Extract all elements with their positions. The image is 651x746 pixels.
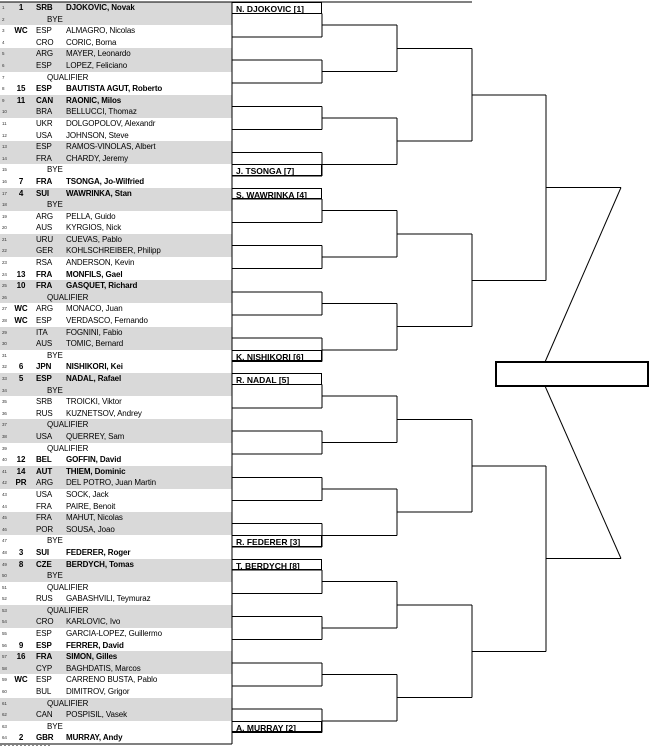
row-number: 20 xyxy=(2,225,7,231)
entry-name: GOFFIN, David xyxy=(66,455,122,465)
entry-seed-tag: PR xyxy=(15,478,27,488)
entry-name: BELLUCCI, Thomaz xyxy=(66,107,137,117)
row-number: 49 xyxy=(2,561,7,567)
entry-name: PAIRE, Benoit xyxy=(66,501,116,511)
entry-country: BEL xyxy=(36,455,52,465)
entry-name: CUEVAS, Pablo xyxy=(66,234,122,244)
row-number: 35 xyxy=(2,399,7,405)
entry-country: FRA xyxy=(36,269,53,279)
entry-country: ARG xyxy=(36,49,54,59)
entry-name: BYE xyxy=(47,721,63,731)
entry-name: QUALIFIER xyxy=(47,443,89,453)
entry-name: TROICKI, Viktor xyxy=(66,397,122,407)
entry-country: ESP xyxy=(36,675,52,685)
entry-country: CYP xyxy=(36,663,53,673)
row-number: 51 xyxy=(2,584,7,590)
entry-name: QUALIFIER xyxy=(47,698,89,708)
entry-seed-tag: 15 xyxy=(16,84,26,94)
advancing-player-label: T. BERDYCH [8] xyxy=(232,559,322,571)
row-number: 26 xyxy=(2,294,7,300)
row-number: 52 xyxy=(2,596,7,602)
row-number: 19 xyxy=(2,213,7,219)
row-number: 12 xyxy=(2,132,7,138)
entry-name: DOLGOPOLOV, Alexandr xyxy=(66,118,156,128)
entry-country: ESP xyxy=(36,374,52,383)
entry-name: QUALIFIER xyxy=(47,72,89,82)
entry-name: BYE xyxy=(47,536,63,546)
entry-seed-tag: 10 xyxy=(16,281,26,291)
entry-country: SRB xyxy=(36,3,53,12)
entry-country: RUS xyxy=(36,408,53,418)
row-number: 31 xyxy=(2,352,7,358)
entry-country: GBR xyxy=(36,733,54,743)
entry-country: FRA xyxy=(36,501,52,511)
entry-name: KYRGIOS, Nick xyxy=(66,223,122,233)
entry-name: MURRAY, Andy xyxy=(66,733,123,743)
entry-name: CHARDY, Jeremy xyxy=(66,153,129,163)
entry-name: GABASHVILI, Teymuraz xyxy=(66,594,151,604)
row-number: 14 xyxy=(2,155,7,161)
champion-box xyxy=(496,362,648,386)
row-number: 61 xyxy=(2,700,7,706)
row-number: 29 xyxy=(2,329,7,335)
entry-name: TSONGA, Jo-Wilfried xyxy=(66,176,145,186)
entry-name: ANDERSON, Kevin xyxy=(66,258,135,268)
entry-name: QUALIFIER xyxy=(47,582,89,592)
entry-name: MONFILS, Gael xyxy=(66,269,123,279)
row-number: 21 xyxy=(2,236,7,242)
row-number: 11 xyxy=(2,120,7,126)
entry-country: CRO xyxy=(36,617,54,627)
entry-name: KUZNETSOV, Andrey xyxy=(66,408,142,418)
entry-name: MONACO, Juan xyxy=(66,304,123,314)
entry-seed-tag: 5 xyxy=(18,374,24,383)
entry-name: BERDYCH, Tomas xyxy=(66,559,134,569)
entry-name: QUERREY, Sam xyxy=(66,431,125,441)
row-number: 5 xyxy=(2,51,5,57)
entry-country: FRA xyxy=(36,281,53,291)
row-number: 33 xyxy=(2,376,7,381)
row-number: 1 xyxy=(2,5,5,10)
row-number: 15 xyxy=(2,167,7,173)
row-number: 8 xyxy=(2,86,5,92)
row-number: 46 xyxy=(2,526,7,532)
entry-name: TOMIC, Bernard xyxy=(66,339,124,349)
entry-name: NADAL, Rafael xyxy=(66,374,122,383)
row-number: 45 xyxy=(2,515,7,521)
entry-country: FRA xyxy=(36,513,52,523)
entry-country: ESP xyxy=(36,60,52,70)
row-number: 3 xyxy=(2,28,5,34)
row-number: 24 xyxy=(2,271,7,277)
advancing-player-label: R. FEDERER [3] xyxy=(232,535,322,547)
row-number: 6 xyxy=(2,62,5,68)
entry-country: ARG xyxy=(36,478,54,488)
entry-name: JOHNSON, Steve xyxy=(66,130,129,140)
entry-name: BAGHDATIS, Marcos xyxy=(66,663,141,673)
entry-name: PELLA, Guido xyxy=(66,211,116,221)
entry-name: DJOKOVIC, Novak xyxy=(66,3,135,12)
row-number: 39 xyxy=(2,445,7,451)
entry-country: CAN xyxy=(36,710,53,720)
entry-name: BYE xyxy=(47,350,63,360)
entry-name: SIMON, Gilles xyxy=(66,652,118,662)
entry-name: CORIC, Borna xyxy=(66,37,117,47)
entry-seed-tag: 4 xyxy=(18,188,24,198)
row-number: 50 xyxy=(2,573,7,579)
row-number: 60 xyxy=(2,689,7,695)
entry-name: THIEM, Dominic xyxy=(66,466,126,476)
entry-name: RAMOS-VINOLAS, Albert xyxy=(66,142,156,152)
row-number: 48 xyxy=(2,549,7,555)
entry-name: MAYER, Leonardo xyxy=(66,49,131,59)
entry-name: DIMITROV, Grigor xyxy=(66,687,130,697)
entry-country: POR xyxy=(36,524,54,534)
entry-country: UKR xyxy=(36,118,53,128)
entry-name: BYE xyxy=(47,385,63,395)
entry-seed-tag: WC xyxy=(14,304,28,314)
row-number: 25 xyxy=(2,283,7,289)
row-number: 59 xyxy=(2,677,7,683)
row-number: 2 xyxy=(2,16,5,22)
row-number: 44 xyxy=(2,503,7,509)
entry-seed-tag: 16 xyxy=(16,652,26,662)
entry-name: LOPEZ, Feliciano xyxy=(66,60,128,70)
row-number: 34 xyxy=(2,387,7,393)
entry-seed-tag: 6 xyxy=(18,362,24,372)
row-number: 53 xyxy=(2,607,7,613)
entry-seed-tag: 2 xyxy=(18,733,24,743)
entry-seed-tag: WC xyxy=(14,675,28,685)
entry-seed-tag: 14 xyxy=(16,466,26,476)
advancing-player-label: S. WAWRINKA [4] xyxy=(232,188,322,200)
advancing-player-label: J. TSONGA [7] xyxy=(232,164,322,176)
entry-country: ITA xyxy=(36,327,48,337)
entry-country: FRA xyxy=(36,176,53,186)
row-number: 38 xyxy=(2,433,7,439)
advancing-player-label: R. NADAL [5] xyxy=(232,373,322,385)
entry-name: VERDASCO, Fernando xyxy=(66,316,148,326)
row-number: 47 xyxy=(2,538,7,544)
row-number: 28 xyxy=(2,318,7,324)
row-number: 64 xyxy=(2,735,7,741)
entry-name: BYE xyxy=(47,14,63,24)
entry-country: SUI xyxy=(36,547,50,557)
entry-country: FRA xyxy=(36,652,53,662)
entry-seed-tag: 1 xyxy=(18,3,24,12)
row-number: 13 xyxy=(2,144,7,150)
entry-country: AUS xyxy=(36,223,53,233)
entry-name: ALMAGRO, Nicolas xyxy=(66,26,136,36)
entry-country: ESP xyxy=(36,316,52,326)
row-number: 18 xyxy=(2,202,7,208)
entry-name: BYE xyxy=(47,571,63,581)
entry-country: AUS xyxy=(36,339,53,349)
entry-name: KARLOVIC, Ivo xyxy=(66,617,121,627)
entry-name: QUALIFIER xyxy=(47,292,89,302)
entry-country: CRO xyxy=(36,37,54,47)
row-number: 56 xyxy=(2,642,7,648)
entry-country: SUI xyxy=(36,188,50,198)
entry-seed-tag: 12 xyxy=(16,455,26,465)
advancing-player-label: A. MURRAY [2] xyxy=(232,721,322,733)
row-number: 7 xyxy=(2,74,5,80)
entry-name: CARRENO BUSTA, Pablo xyxy=(66,675,158,685)
entry-seed-tag: WC xyxy=(14,316,28,326)
row-number: 27 xyxy=(2,306,7,312)
row-number: 32 xyxy=(2,364,7,370)
entry-country: USA xyxy=(36,431,53,441)
row-number: 43 xyxy=(2,491,7,497)
entry-seed-tag: 8 xyxy=(18,559,24,569)
row-number: 40 xyxy=(2,457,7,463)
entry-name: GASQUET, Richard xyxy=(66,281,138,291)
row-number: 10 xyxy=(2,109,7,115)
row-number: 30 xyxy=(2,341,7,347)
entry-country: BUL xyxy=(36,687,52,697)
row-number: 22 xyxy=(2,248,7,254)
entry-name: SOCK, Jack xyxy=(66,489,109,499)
entry-name: BAUTISTA AGUT, Roberto xyxy=(66,84,163,94)
row-number: 62 xyxy=(2,712,7,718)
entry-name: MAHUT, Nicolas xyxy=(66,513,123,523)
row-number: 23 xyxy=(2,260,7,266)
entry-country: USA xyxy=(36,130,53,140)
entry-country: ARG xyxy=(36,304,54,314)
entry-country: RUS xyxy=(36,594,53,604)
row-number: 54 xyxy=(2,619,7,625)
entry-country: ESP xyxy=(36,629,52,639)
row-number: 41 xyxy=(2,468,7,474)
entry-country: CAN xyxy=(36,95,54,105)
entry-country: BRA xyxy=(36,107,53,117)
entry-name: NISHIKORI, Kei xyxy=(66,362,123,372)
entry-country: JPN xyxy=(36,362,52,372)
entry-country: FRA xyxy=(36,153,52,163)
entry-name: BYE xyxy=(47,200,63,210)
entry-name: KOHLSCHREIBER, Philipp xyxy=(66,246,161,256)
row-number: 55 xyxy=(2,631,7,637)
row-number: 16 xyxy=(2,178,7,184)
entry-seed-tag: 9 xyxy=(18,640,24,650)
advancing-player-label: N. DJOKOVIC [1] xyxy=(232,2,322,14)
entry-name: BYE xyxy=(47,165,63,175)
entry-name: DEL POTRO, Juan Martin xyxy=(66,478,156,488)
entry-country: SRB xyxy=(36,397,53,407)
entry-name: GARCIA-LOPEZ, Guillermo xyxy=(66,629,162,639)
row-number: 36 xyxy=(2,410,7,416)
entry-seed-tag: WC xyxy=(14,26,28,36)
entry-name: POSPISIL, Vasek xyxy=(66,710,128,720)
row-number: 9 xyxy=(2,97,5,103)
entry-name: QUALIFIER xyxy=(47,605,89,615)
entry-country: URU xyxy=(36,234,54,244)
row-number: 63 xyxy=(2,723,7,729)
entry-country: ESP xyxy=(36,84,52,94)
entry-country: RSA xyxy=(36,258,53,268)
entry-name: FERRER, David xyxy=(66,640,124,650)
row-number: 17 xyxy=(2,190,7,196)
entry-country: ESP xyxy=(36,26,52,36)
entry-country: AUT xyxy=(36,466,53,476)
row-number: 4 xyxy=(2,39,5,45)
entry-seed-tag: 3 xyxy=(18,547,24,557)
entry-name: QUALIFIER xyxy=(47,420,89,430)
entry-name: SOUSA, Joao xyxy=(66,524,115,534)
row-number: 42 xyxy=(2,480,7,486)
advancing-player-label: K. NISHIKORI [6] xyxy=(232,350,322,362)
entry-seed-tag: 13 xyxy=(16,269,26,279)
entry-name: FOGNINI, Fabio xyxy=(66,327,123,337)
row-number: 57 xyxy=(2,654,7,660)
row-number: 37 xyxy=(2,422,7,428)
entry-country: ARG xyxy=(36,211,54,221)
entry-country: GER xyxy=(36,246,54,256)
entry-country: CZE xyxy=(36,559,52,569)
entry-name: FEDERER, Roger xyxy=(66,547,131,557)
entry-country: ESP xyxy=(36,640,52,650)
entry-seed-tag: 11 xyxy=(16,95,26,105)
entry-name: WAWRINKA, Stan xyxy=(66,188,132,198)
entry-name: RAONIC, Milos xyxy=(66,95,122,105)
row-number: 58 xyxy=(2,665,7,671)
entry-seed-tag: 7 xyxy=(18,176,24,186)
entry-country: ESP xyxy=(36,142,52,152)
entry-country: USA xyxy=(36,489,53,499)
